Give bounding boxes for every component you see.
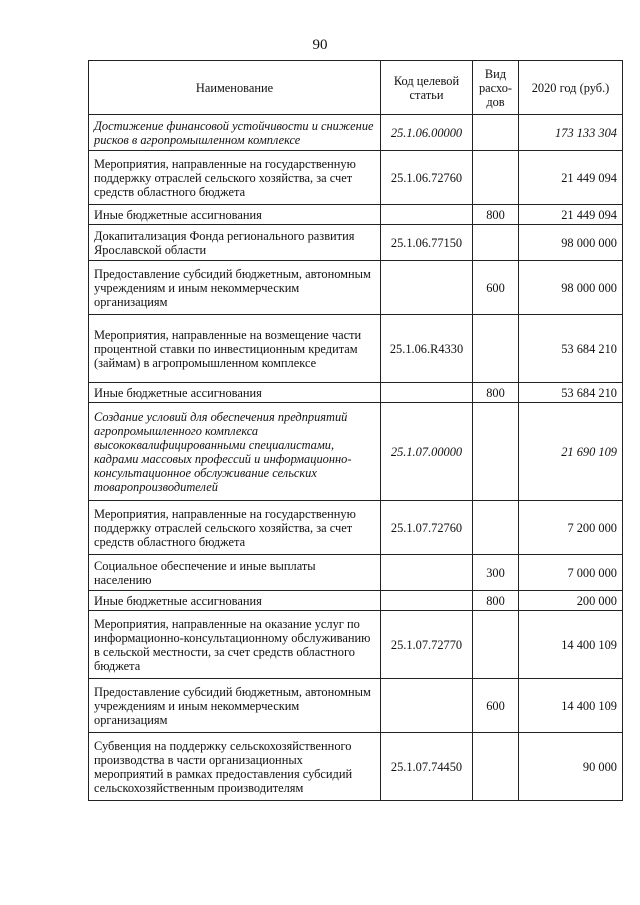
row-name: Субвенция на поддержку сельскохозяйственного производства в части организационных мероприятий в рамках предоставления субсидий сельскохозяйственным производителям: [89, 733, 381, 801]
table-row: [89, 115, 623, 151]
table-body: [89, 115, 623, 801]
row-code: [381, 555, 473, 591]
row-name: Мероприятия, направленные на государственную поддержку отраслей сельского хозяйства, за счет средств областного бюджета: [89, 151, 381, 205]
row-kind: 800: [473, 205, 519, 225]
table-row: [89, 205, 623, 225]
row-kind: [473, 501, 519, 555]
row-amount: 14 400 109: [519, 611, 623, 679]
row-amount: 21 690 109: [519, 403, 623, 501]
row-amount: 98 000 000: [519, 225, 623, 261]
row-amount: 98 000 000: [519, 261, 623, 315]
table-row: [89, 591, 623, 611]
row-code: [381, 679, 473, 733]
row-code: 25.1.06.00000: [381, 115, 473, 151]
row-amount: 14 400 109: [519, 679, 623, 733]
header-kind: Вид расхо-дов: [473, 61, 519, 115]
row-kind: [473, 403, 519, 501]
table-row: [89, 403, 623, 501]
table-row: [89, 261, 623, 315]
row-code: [381, 205, 473, 225]
row-amount: 7 200 000: [519, 501, 623, 555]
table-row: [89, 679, 623, 733]
row-code: 25.1.06.72760: [381, 151, 473, 205]
row-amount: 7 000 000: [519, 555, 623, 591]
table-row: [89, 315, 623, 383]
table-row: [89, 383, 623, 403]
row-amount: 53 684 210: [519, 383, 623, 403]
row-name: Иные бюджетные ассигнования: [89, 383, 381, 403]
row-name: Мероприятия, направленные на государственную поддержку отраслей сельского хозяйства, за счет средств областного бюджета: [89, 501, 381, 555]
header-name: Наименование: [89, 61, 381, 115]
row-name: Предоставление субсидий бюджетным, автономным учреждениям и иным некоммерческим организациям: [89, 679, 381, 733]
row-kind: 300: [473, 555, 519, 591]
row-name: Достижение финансовой устойчивости и снижение рисков в агропромышленном комплексе: [89, 115, 381, 151]
row-kind: 600: [473, 679, 519, 733]
row-kind: [473, 733, 519, 801]
row-code: 25.1.06.R4330: [381, 315, 473, 383]
table-header: [89, 61, 623, 115]
page-number: 90: [312, 37, 328, 53]
table-row: [89, 225, 623, 261]
budget-table: [88, 60, 623, 801]
row-name: Иные бюджетные ассигнования: [89, 205, 381, 225]
table-row: [89, 501, 623, 555]
row-code: 25.1.07.00000: [381, 403, 473, 501]
row-amount: 173 133 304: [519, 115, 623, 151]
row-amount: 53 684 210: [519, 315, 623, 383]
row-name: Мероприятия, направленные на оказание услуг по информационно-консультационному обслуживанию в сельской местности, за счет средств областного бюджета: [89, 611, 381, 679]
row-code: 25.1.07.72760: [381, 501, 473, 555]
table-row: [89, 733, 623, 801]
row-kind: 600: [473, 261, 519, 315]
row-code: 25.1.07.72770: [381, 611, 473, 679]
row-code: 25.1.06.77150: [381, 225, 473, 261]
table-row: [89, 151, 623, 205]
table-row: [89, 611, 623, 679]
row-name: Докапитализация Фонда регионального развития Ярославской области: [89, 225, 381, 261]
row-amount: 90 000: [519, 733, 623, 801]
row-kind: [473, 315, 519, 383]
row-kind: [473, 611, 519, 679]
header-code: Код целевой статьи: [381, 61, 473, 115]
header-amount: 2020 год (руб.): [519, 61, 623, 115]
row-name: Создание условий для обеспечения предприятий агропромышленного комплекса высококвалифицированными специалистами, кадрами массовых профессий и информационно-консультационное обслуживание сельских товаропроизводителей: [89, 403, 381, 501]
row-amount: 200 000: [519, 591, 623, 611]
row-amount: 21 449 094: [519, 205, 623, 225]
row-amount: 21 449 094: [519, 151, 623, 205]
row-code: [381, 591, 473, 611]
row-name: Иные бюджетные ассигнования: [89, 591, 381, 611]
row-kind: [473, 151, 519, 205]
row-name: Предоставление субсидий бюджетным, автономным учреждениям и иным некоммерческим организациям: [89, 261, 381, 315]
row-code: [381, 261, 473, 315]
row-kind: 800: [473, 591, 519, 611]
row-kind: [473, 115, 519, 151]
row-name: Социальное обеспечение и иные выплаты населению: [89, 555, 381, 591]
row-kind: 800: [473, 383, 519, 403]
row-kind: [473, 225, 519, 261]
row-code: [381, 383, 473, 403]
table-row: [89, 555, 623, 591]
row-code: 25.1.07.74450: [381, 733, 473, 801]
row-name: Мероприятия, направленные на возмещение части процентной ставки по инвестиционным кредитам (займам) в агропромышленном комплексе: [89, 315, 381, 383]
